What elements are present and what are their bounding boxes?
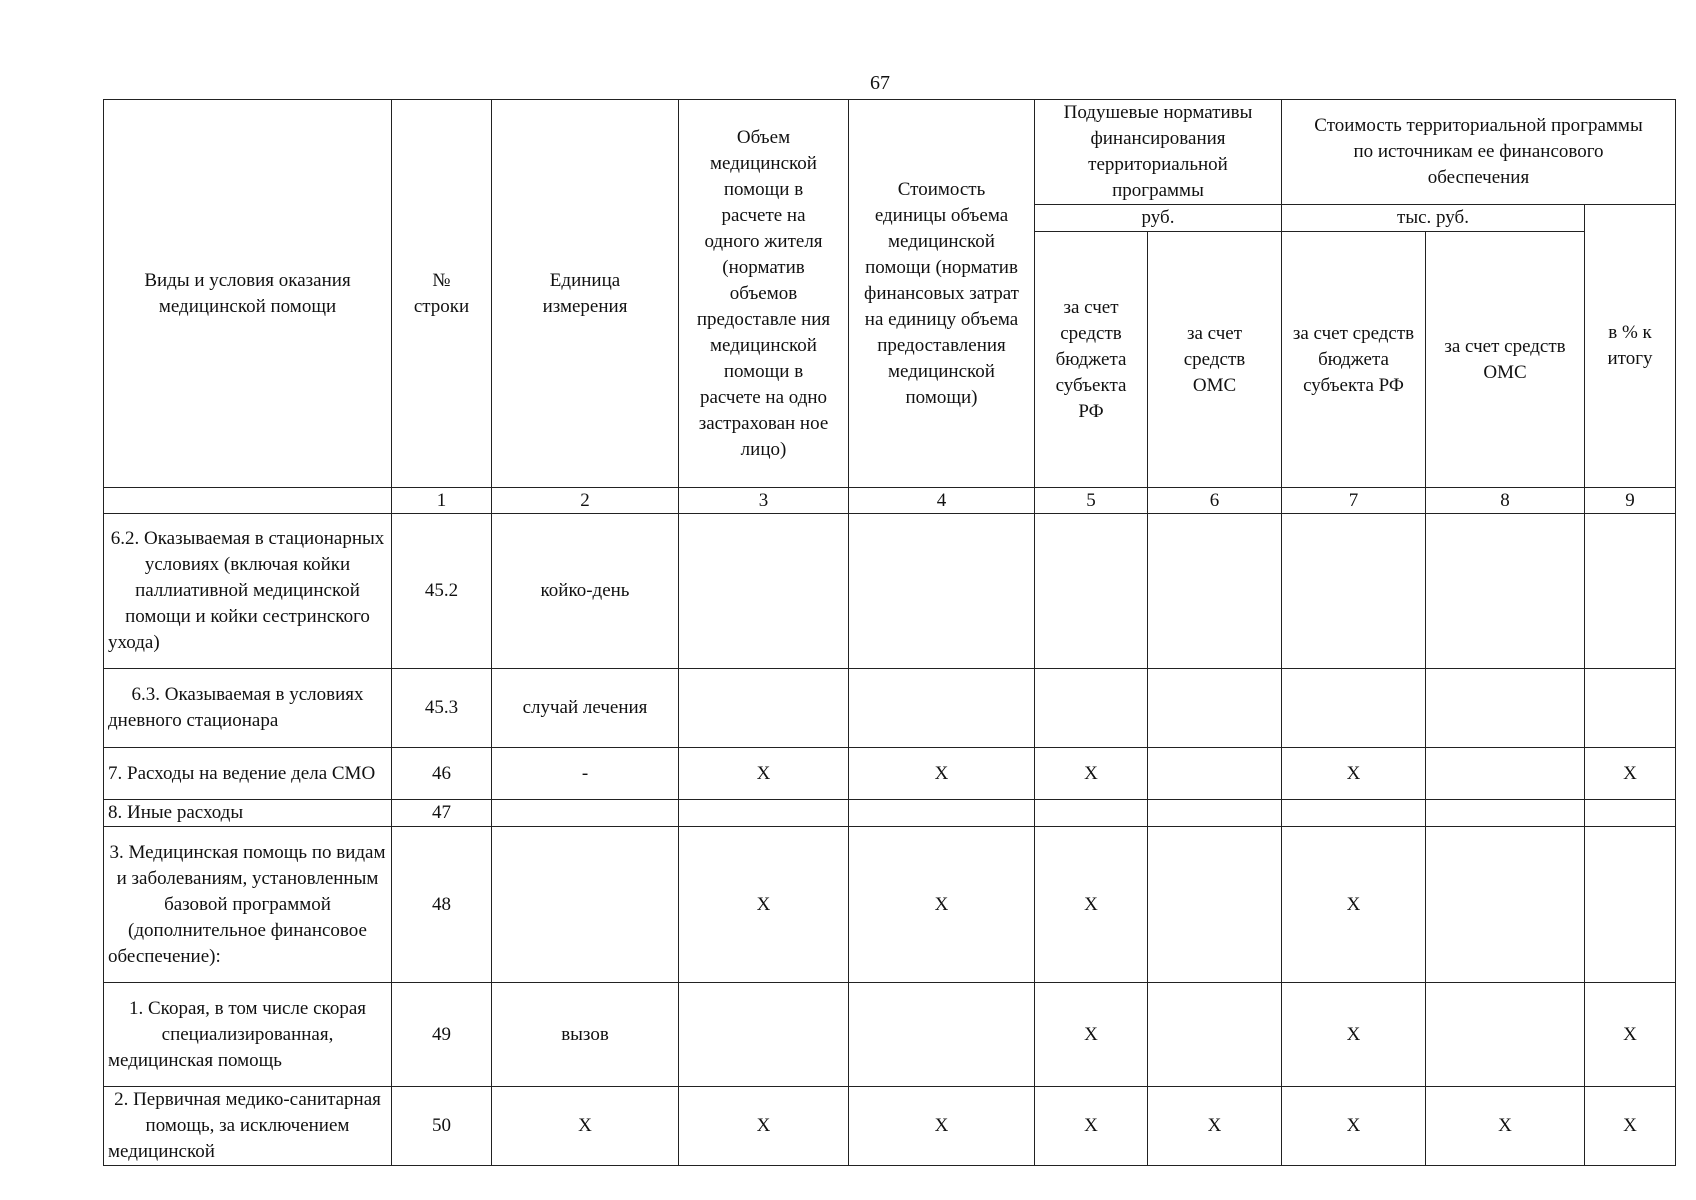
row-name: 2. Первичная медико-санитарная помощь, за исключением медицинской	[104, 1087, 392, 1166]
table-row	[104, 800, 1676, 827]
row-cell: X	[849, 1087, 1035, 1166]
row-cell: X	[1426, 1087, 1585, 1166]
row-unit: случай лечения	[492, 669, 679, 748]
row-cell: X	[1282, 1087, 1426, 1166]
header-budget-thousand: за счет средств бюджета субъекта РФ	[1282, 232, 1426, 488]
row-unit: X	[492, 1087, 679, 1166]
row-cell	[1585, 669, 1676, 748]
row-cell: X	[1282, 983, 1426, 1087]
row-cell: X	[679, 748, 849, 800]
row-name: 7. Расходы на ведение дела СМО	[104, 748, 392, 800]
header-cost-group: Стоимость территориальной программы по источникам ее финансового обеспечения	[1282, 100, 1676, 205]
header-oms-thousand: за счет средств ОМС	[1426, 232, 1585, 488]
row-cell	[849, 800, 1035, 827]
column-number: 7	[1282, 488, 1426, 514]
column-number: 9	[1585, 488, 1676, 514]
column-number: 1	[392, 488, 492, 514]
row-cell	[849, 514, 1035, 669]
row-cell: X	[1585, 1087, 1676, 1166]
column-number: 5	[1035, 488, 1148, 514]
header-row-number: № строки	[392, 100, 492, 488]
row-cell	[1282, 669, 1426, 748]
header-unit-rub: руб.	[1035, 205, 1282, 232]
row-unit: койко-день	[492, 514, 679, 669]
table-row	[104, 748, 1676, 800]
header-volume: Объем медицинской помощи в расчете на одного жителя (норматив объемов предоставле ния медицинской помощи в расчете на одно застрахован ное лицо)	[679, 100, 849, 488]
row-unit: вызов	[492, 983, 679, 1087]
row-cell	[679, 800, 849, 827]
row-number: 45.3	[392, 669, 492, 748]
row-cell	[1282, 800, 1426, 827]
row-cell	[679, 983, 849, 1087]
row-number: 45.2	[392, 514, 492, 669]
row-name: 6.2. Оказываемая в стационарных условиях (включая койки паллиативной медицинской помощи и койки сестринского ухода)	[104, 514, 392, 669]
row-cell	[1585, 514, 1676, 669]
row-number: 49	[392, 983, 492, 1087]
header-unit: Единица измерения	[492, 100, 679, 488]
row-cell: X	[1035, 748, 1148, 800]
row-cell: X	[1148, 1087, 1282, 1166]
header-percent: в % к итогу	[1585, 205, 1676, 488]
row-cell	[1035, 669, 1148, 748]
row-cell	[1585, 827, 1676, 983]
row-cell: X	[1282, 748, 1426, 800]
row-cell: X	[1035, 827, 1148, 983]
row-cell	[1426, 514, 1585, 669]
row-cell: X	[1035, 983, 1148, 1087]
row-cell: X	[1585, 983, 1676, 1087]
row-cell	[1426, 800, 1585, 827]
table-row	[104, 514, 1676, 669]
row-cell	[679, 514, 849, 669]
row-cell	[1148, 514, 1282, 669]
row-unit: -	[492, 748, 679, 800]
row-cell	[1426, 827, 1585, 983]
column-number: 4	[849, 488, 1035, 514]
row-cell	[1035, 800, 1148, 827]
row-cell	[849, 669, 1035, 748]
column-numbers-row	[104, 488, 1676, 514]
row-cell: X	[1035, 1087, 1148, 1166]
row-cell: X	[679, 827, 849, 983]
row-cell	[1585, 800, 1676, 827]
row-cell	[1282, 514, 1426, 669]
row-cell: X	[1585, 748, 1676, 800]
row-name: 3. Медицинская помощь по видам и заболеваниям, установленным базовой программой (дополнительное финансовое обеспечение):	[104, 827, 392, 983]
header-kind: Виды и условия оказания медицинской помощи	[104, 100, 392, 488]
column-number: 2	[492, 488, 679, 514]
row-cell	[1426, 983, 1585, 1087]
financing-table	[103, 99, 1676, 1166]
row-cell	[1148, 827, 1282, 983]
row-name: 8. Иные расходы	[104, 800, 392, 827]
row-cell	[1035, 514, 1148, 669]
header-budget-rub: за счет средств бюджета субъекта РФ	[1035, 232, 1148, 488]
row-unit	[492, 827, 679, 983]
row-name: 1. Скорая, в том числе скорая специализированная, медицинская помощь	[104, 983, 392, 1087]
row-name: 6.3. Оказываемая в условиях дневного стационара	[104, 669, 392, 748]
row-cell	[679, 669, 849, 748]
row-cell	[1426, 669, 1585, 748]
row-cell	[1148, 669, 1282, 748]
header-row-1	[104, 100, 1676, 205]
header-per-capita-group: Подушевые нормативы финансирования территориальной программы	[1035, 100, 1282, 205]
row-cell	[1148, 748, 1282, 800]
row-cell: X	[1282, 827, 1426, 983]
row-cell	[849, 983, 1035, 1087]
row-cell: X	[849, 748, 1035, 800]
column-number: 8	[1426, 488, 1585, 514]
page-number: 67	[870, 72, 890, 94]
row-cell	[1426, 748, 1585, 800]
column-number: 3	[679, 488, 849, 514]
row-cell: X	[849, 827, 1035, 983]
column-number: 6	[1148, 488, 1282, 514]
row-number: 47	[392, 800, 492, 827]
table-row	[104, 1087, 1676, 1166]
row-number: 46	[392, 748, 492, 800]
row-cell	[1148, 983, 1282, 1087]
table-row	[104, 669, 1676, 748]
header-unit-cost: Стоимость единицы объема медицинской помощи (норматив финансовых затрат на единицу объема предоставления медицинской помощи)	[849, 100, 1035, 488]
row-cell	[1148, 800, 1282, 827]
table-row	[104, 827, 1676, 983]
row-number: 50	[392, 1087, 492, 1166]
header-unit-thousand-rub: тыс. руб.	[1282, 205, 1585, 232]
row-cell: X	[679, 1087, 849, 1166]
row-unit	[492, 800, 679, 827]
table-row	[104, 983, 1676, 1087]
row-number: 48	[392, 827, 492, 983]
header-oms-rub: за счет средств ОМС	[1148, 232, 1282, 488]
